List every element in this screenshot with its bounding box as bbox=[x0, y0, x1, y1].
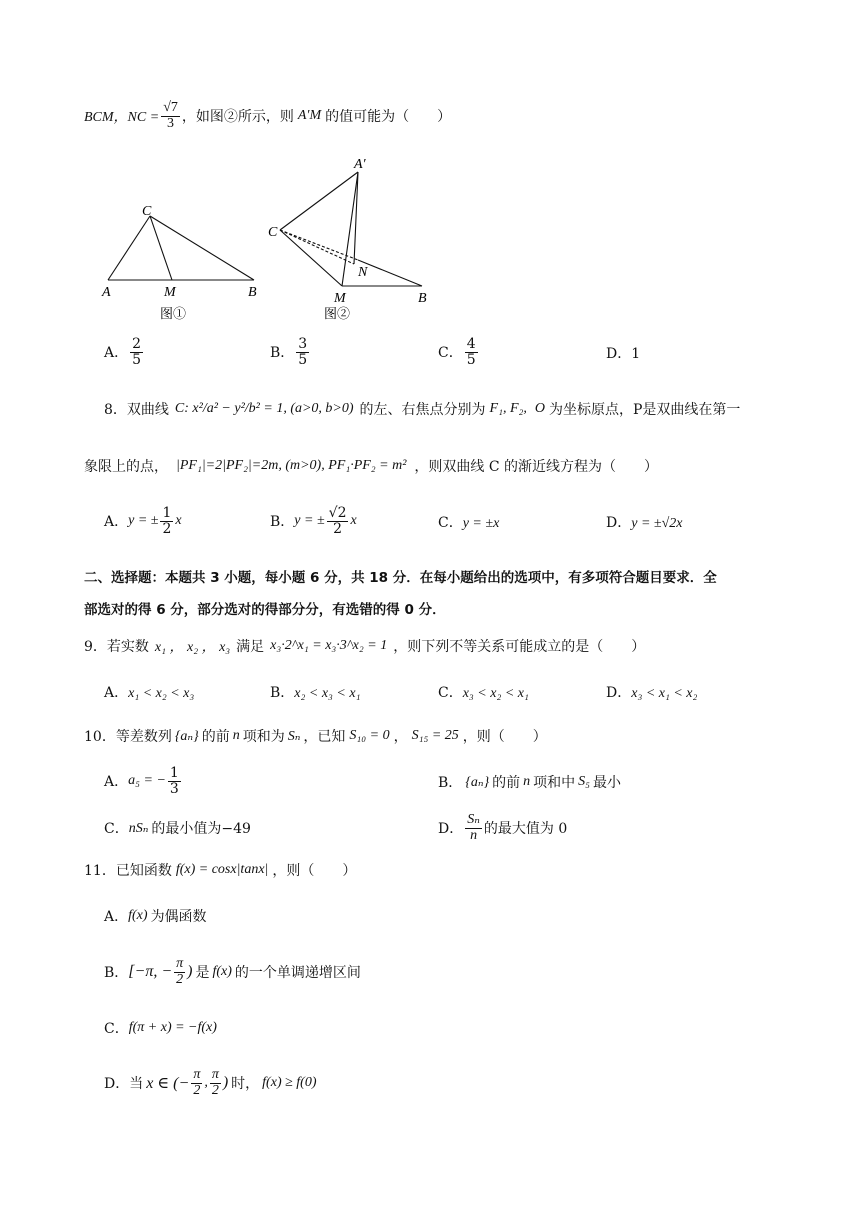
q7-mid: ，如图②所示，则 bbox=[181, 109, 294, 125]
q7-option-b: B． $\frac{3}{5}$ bbox=[270, 335, 308, 368]
q7-option-c: C． $\frac{4}{5}$ bbox=[438, 335, 476, 368]
fig1-label-m: M bbox=[164, 285, 176, 300]
fig2-label-a-prime: A′ bbox=[354, 157, 366, 172]
q10-stem: 10．等差数列 {aₙ} 的前 n 项和为 Sₙ ，已知 S₁₀ = 0 ， S₁₅ = 25 ，则（ ） bbox=[84, 728, 547, 745]
q11-function: f(x) = cosx|tanx| bbox=[175, 862, 269, 877]
q11-option-a: A． f(x) 为偶函数 bbox=[104, 908, 207, 925]
q10-option-b: B． {aₙ} 的前 n 项和中 S₅ 最小 bbox=[438, 774, 622, 791]
q9-option-d: D．x₃ < x₁ < x₂ bbox=[606, 685, 698, 701]
q8-line2: 象限上的点， |PF₁|=2|PF₂|=2m, (m>0), PF₁·PF₂ = m² ，则双曲线 C 的渐近线方程为（ ） bbox=[84, 458, 659, 475]
q8-option-d: D．y = ±√2x bbox=[606, 515, 683, 531]
q10-option-c: C． nSₙ 的最小值为−49 bbox=[104, 820, 251, 837]
q8-option-b: B． y = ± $\frac{√2}{2}$ x bbox=[270, 504, 357, 537]
q7-continuation bbox=[84, 96, 451, 136]
figure-1 bbox=[96, 196, 276, 326]
fig2-label-c: C bbox=[268, 225, 278, 240]
q11-option-c: C． f(π + x) = −f(x) bbox=[104, 1020, 217, 1037]
q7-a-fraction: $\frac{2}{5}$ bbox=[132, 335, 142, 368]
q11-option-b: B． [−π, − $\frac{\pi}{2}$ ) 是 f(x) 的一个单调递增区间 bbox=[104, 955, 361, 987]
q8-origin: O bbox=[534, 401, 545, 416]
fig2-label-n: N bbox=[358, 265, 368, 280]
nc-fraction: $\frac{√7}{3}$ bbox=[163, 99, 178, 131]
figure-2 bbox=[262, 152, 442, 324]
q9-stem: 9．若实数 x₁ ， x₂ ， x₃ 满足 x₃·2^x₁ = x₃·3^x₂ = 1 ，则下列不等关系可能成立的是（ ） bbox=[84, 638, 646, 655]
q7-option-a: A． $\frac{2}{5}$ bbox=[104, 335, 142, 368]
q10-option-d: D． $\frac{\text{Sₙ}}{n}$ 的最大值为 0 bbox=[438, 811, 568, 843]
q9-option-c: C．x₃ < x₂ < x₁ bbox=[438, 685, 529, 701]
fig1-caption: 图① bbox=[160, 306, 187, 321]
q11-option-d: D． 当 x ∈ (− $\frac{\pi}{2}$ , $\frac{\pi}{2}$ ) 时， f(x) ≥ f(0) bbox=[104, 1066, 317, 1098]
q9-vars: x₁ ， x₂ ， x₃ bbox=[154, 640, 231, 655]
q8-option-c: C．y = ±x bbox=[438, 515, 500, 531]
q11-stem: 11．已知函数 f(x) = cosx|tanx| ，则（ ） bbox=[84, 862, 357, 879]
q8-option-a: A． y = ± $\frac{1}{2}$ x bbox=[104, 504, 182, 537]
fig1-label-c: C bbox=[142, 204, 152, 219]
fig1-label-b: B bbox=[248, 285, 257, 300]
q7-c-fraction: $\frac{4}{5}$ bbox=[466, 335, 476, 368]
q7-option-d: D．1 bbox=[606, 346, 641, 362]
q8-number: 8．双曲线 bbox=[104, 402, 169, 418]
q10-option-a: A． a₅ = − $\frac{1}{3}$ bbox=[104, 764, 179, 797]
q8-line1: 8．双曲线 C: x²/a² − y²/b² = 1, (a>0, b>0) 的左、右焦点分别为 F₁, F₂, O 为坐标原点，P是双曲线在第一 bbox=[104, 401, 741, 418]
q8-equation: C: x²/a² − y²/b² = 1, (a>0, b>0) bbox=[174, 401, 354, 416]
q9-condition: x₃·2^x₁ = x₃·3^x₂ = 1 bbox=[270, 638, 388, 653]
q9-option-b: B．x₂ < x₃ < x₁ bbox=[270, 685, 361, 701]
q7-prefix: BCM，NC = bbox=[84, 110, 160, 125]
q9-option-a: A．x₁ < x₂ < x₃ bbox=[104, 685, 195, 701]
q8-condition: |PF₁|=2|PF₂|=2m, (m>0), PF₁·PF₂ = m² bbox=[176, 458, 407, 473]
fig2-label-m: M bbox=[334, 291, 346, 306]
q7-b-fraction: $\frac{3}{5}$ bbox=[298, 335, 308, 368]
fig2-caption: 图② bbox=[324, 306, 351, 321]
section-2-heading: 二、选择题：本题共 3 小题，每小题 6 分，共 18 分．在每小题给出的选项中，有多项符合题目要求．全 bbox=[84, 570, 717, 586]
section-2-heading-line2: 部选对的得 6 分，部分选对的得部分分，有选错的得 0 分． bbox=[84, 602, 446, 618]
q8-foci: F₁, F₂, bbox=[489, 401, 527, 416]
fig2-label-b: B bbox=[418, 291, 427, 306]
q7-suffix: 的值可能为（ ） bbox=[325, 109, 452, 125]
q7-target: A′M bbox=[297, 108, 322, 123]
fig1-label-a: A bbox=[102, 285, 111, 300]
